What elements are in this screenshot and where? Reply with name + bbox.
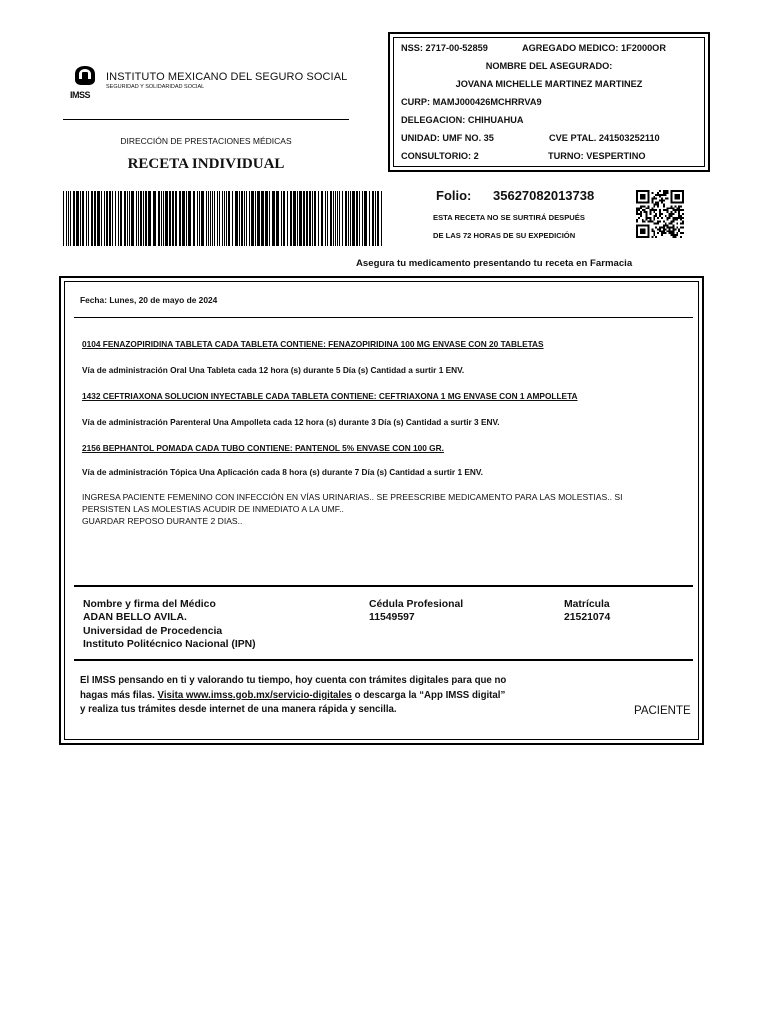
patient-name: JOVANA MICHELLE MARTINEZ MARTINEZ bbox=[455, 79, 643, 89]
medication-instructions: Vía de administración Parenteral Una Ampolleta cada 12 hora (s) durante 3 Día (s) Cantidad a surtir 3 ENV. bbox=[82, 417, 500, 427]
notice-line bbox=[80, 689, 506, 704]
patient-nss: NSS: 2717-00-52859 bbox=[401, 43, 488, 53]
date-divider bbox=[74, 317, 693, 318]
medication-name: 1432 CEFTRIAXONA SOLUCION INYECTABLE CADA TABLETA CONTIENE: CEFTRIAXONA 1 MG ENVASE CON 1 AMPOLLETA bbox=[82, 391, 578, 401]
expiry-note-line2: DE LAS 72 HORAS DE SU EXPEDICIÓN bbox=[433, 231, 576, 240]
doctor-section-divider bbox=[74, 585, 693, 587]
expiry-note-line1: ESTA RECETA NO SE SURTIRÁ DESPUÉS bbox=[433, 213, 585, 222]
observation-line: PERSISTEN LAS MOLESTIAS ACUDIR DE INMEDIATO A LA UMF.. bbox=[82, 504, 344, 514]
observation-line: INGRESA PACIENTE FEMENINO CON INFECCIÓN EN VÍAS URINARIAS.. SE PREESCRIBE MEDICAMENTO PARA LAS MOLESTIAS.. SI bbox=[82, 492, 623, 502]
patient-cve-ptal: CVE PTAL. 241503252110 bbox=[549, 133, 660, 143]
patient-turno: TURNO: VESPERTINO bbox=[548, 151, 646, 161]
notice-line: y realiza tus trámites desde internet de una manera rápida y sencilla. bbox=[80, 704, 397, 715]
document-title: RECETA INDIVIDUAL bbox=[127, 156, 285, 172]
university-label: Universidad de Procedencia bbox=[83, 626, 223, 637]
patient-unidad: UNIDAD: UMF NO. 35 bbox=[401, 133, 494, 143]
matricula-number: 21521074 bbox=[564, 612, 611, 623]
patient-box-inner bbox=[393, 37, 705, 167]
qr-code-icon bbox=[636, 190, 684, 238]
direction-label: DIRECCIÓN DE PRESTACIONES MÉDICAS bbox=[120, 136, 292, 146]
imss-services-link[interactable]: Visita www.imss.gob.mx/servicio-digitales bbox=[157, 689, 352, 701]
doctor-name: ADAN BELLO AVILA. bbox=[83, 612, 187, 623]
university-name: Instituto Politécnico Nacional (IPN) bbox=[83, 639, 256, 650]
doctor-name-label: Nombre y firma del Médico bbox=[83, 599, 216, 610]
institution-motto: SEGURIDAD Y SOLIDARIDAD SOCIAL bbox=[106, 84, 205, 90]
barcode bbox=[63, 191, 383, 246]
prescription-date: Fecha: Lunes, 20 de mayo de 2024 bbox=[80, 295, 218, 305]
pharmacy-notice: Asegura tu medicamento presentando tu receta en Farmacia bbox=[356, 258, 633, 269]
folio-label: Folio: bbox=[436, 188, 472, 203]
cedula-label: Cédula Profesional bbox=[369, 599, 464, 610]
institution-name: INSTITUTO MEXICANO DEL SEGURO SOCIAL bbox=[106, 71, 348, 83]
medication-instructions: Vía de administración Oral Una Tableta cada 12 hora (s) durante 5 Día (s) Cantidad a surtir 1 ENV. bbox=[82, 365, 465, 375]
folio-number: 35627082013738 bbox=[493, 188, 595, 203]
patient-consultorio: CONSULTORIO: 2 bbox=[401, 151, 479, 161]
notice-line: El IMSS pensando en ti y valorando tu tiempo, hoy cuenta con trámites digitales para que no bbox=[80, 675, 507, 686]
header-divider bbox=[63, 119, 349, 120]
observation-line: GUARDAR REPOSO DURANTE 2 DIAS.. bbox=[82, 516, 243, 526]
patient-delegacion: DELEGACION: CHIHUAHUA bbox=[401, 115, 524, 125]
cedula-number: 11549597 bbox=[369, 612, 415, 623]
matricula-label: Matrícula bbox=[564, 599, 610, 610]
digital-services-notice bbox=[80, 674, 506, 718]
medication-name: 0104 FENAZOPIRIDINA TABLETA CADA TABLETA CONTIENE: FENAZOPIRIDINA 100 MG ENVASE CON 20 TABLETAS bbox=[82, 339, 544, 349]
copy-label: PACIENTE bbox=[634, 705, 691, 717]
notice-text: hagas más filas. bbox=[80, 689, 158, 701]
footer-divider bbox=[74, 659, 693, 661]
patient-name-label: NOMBRE DEL ASEGURADO: bbox=[485, 61, 613, 71]
clinical-observations bbox=[82, 491, 694, 527]
logo-text: IMSS bbox=[70, 90, 91, 100]
patient-curp: CURP: MAMJ000426MCHRRVA9 bbox=[401, 97, 542, 107]
medication-instructions: Vía de administración Tópica Una Aplicación cada 8 hora (s) durante 7 Día (s) Cantidad a surtir 1 ENV. bbox=[82, 467, 483, 477]
patient-agregado: AGREGADO MEDICO: 1F2000OR bbox=[522, 43, 666, 53]
notice-text: o descarga la “App IMSS digital” bbox=[351, 689, 506, 701]
medication-name: 2156 BEPHANTOL POMADA CADA TUBO CONTIENE: PANTENOL 5% ENVASE CON 100 GR. bbox=[82, 443, 444, 453]
